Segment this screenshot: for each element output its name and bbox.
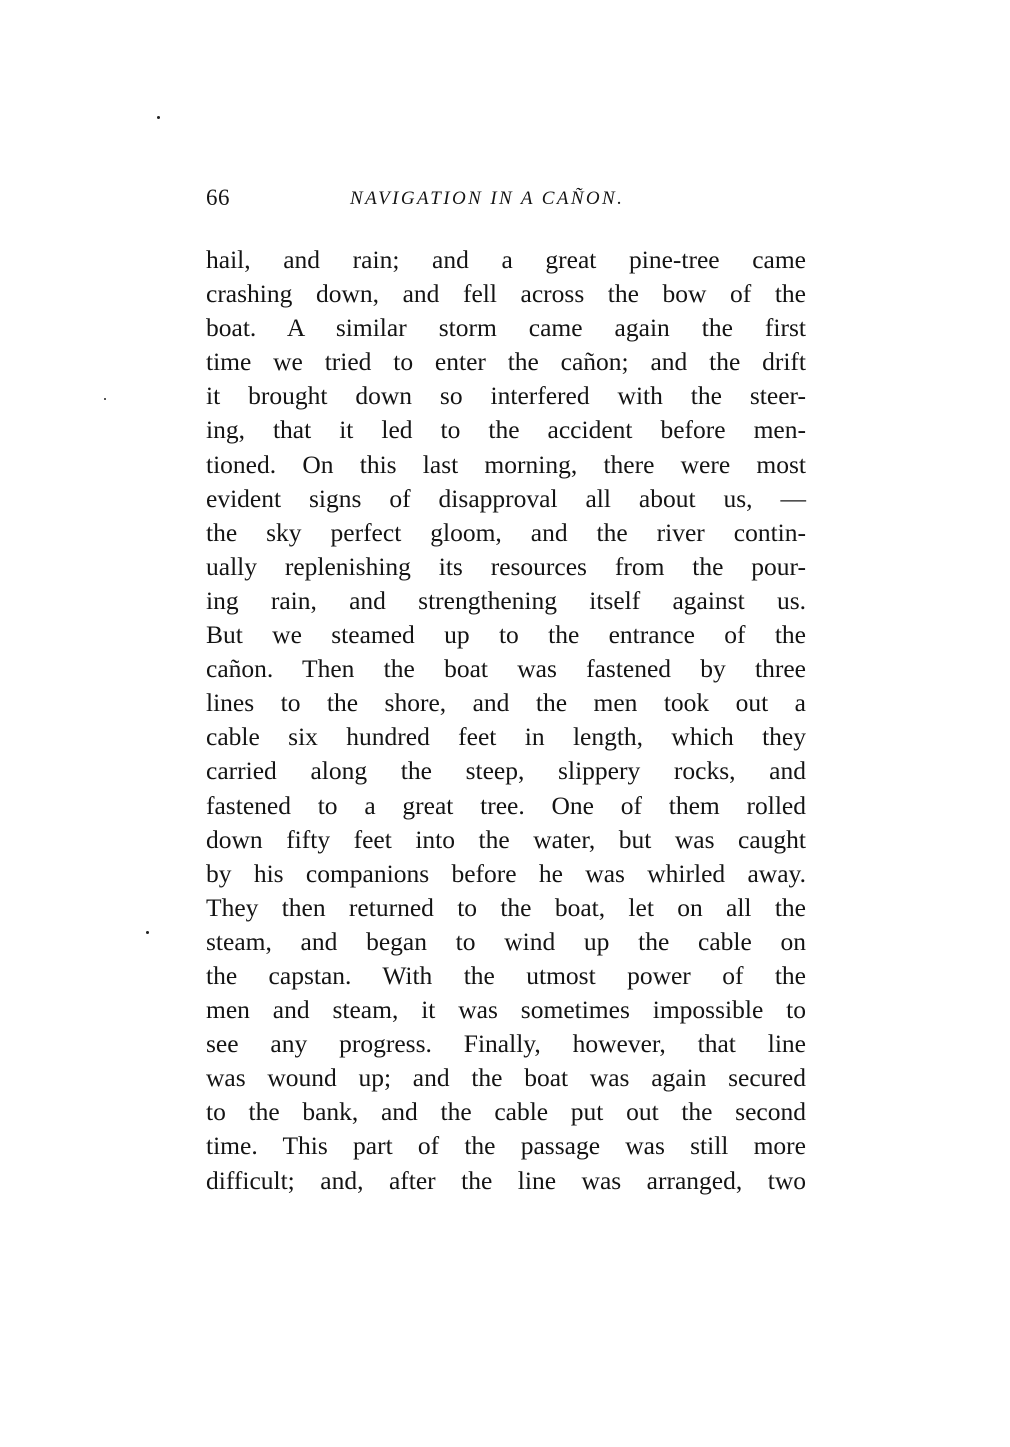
text-line: hail, and rain; and a great pine-tree came bbox=[206, 245, 806, 274]
text-line: boat. A similar storm came again the first bbox=[206, 313, 806, 343]
ink-speck bbox=[104, 398, 106, 400]
text-line: ually replenishing its resources from the pour- bbox=[206, 551, 806, 581]
text-line: ing, that it led to the accident before men- bbox=[206, 415, 806, 445]
page-number: 66 bbox=[206, 185, 230, 210]
text-line: time we tried to enter the cañon; and the drift bbox=[206, 347, 806, 377]
text-line: was wound up; and the boat was again secured bbox=[206, 1063, 806, 1093]
text-line: fastened to a great tree. One of them rolled bbox=[206, 790, 806, 820]
text-line: time. This part of the passage was still more bbox=[206, 1131, 806, 1161]
body-text bbox=[206, 243, 806, 1198]
running-head: NAVIGATION IN A CAÑON. bbox=[350, 188, 625, 209]
page-header bbox=[206, 185, 806, 217]
text-line: down fifty feet into the water, but was caught bbox=[206, 824, 806, 854]
text-line: ing rain, and strengthening itself against us. bbox=[206, 585, 806, 615]
text-line: by his companions before he was whirled away. bbox=[206, 858, 806, 888]
ink-speck bbox=[146, 931, 149, 934]
text-line: men and steam, it was sometimes impossible to bbox=[206, 995, 806, 1025]
text-line: carried along the steep, slippery rocks, and bbox=[206, 756, 806, 786]
ink-speck bbox=[157, 116, 160, 119]
text-line: steam, and began to wind up the cable on bbox=[206, 926, 806, 956]
text-line: difficult; and, after the line was arranged, two bbox=[206, 1165, 806, 1195]
text-line: evident signs of disapproval all about us, — bbox=[206, 483, 806, 513]
text-line: crashing down, and fell across the bow of the bbox=[206, 279, 806, 309]
text-line: lines to the shore, and the men took out a bbox=[206, 688, 806, 718]
text-line: the sky perfect gloom, and the river contin- bbox=[206, 517, 806, 547]
text-line: cable six hundred feet in length, which they bbox=[206, 722, 806, 752]
text-line: the capstan. With the utmost power of the bbox=[206, 960, 806, 990]
text-line: They then returned to the boat, let on all the bbox=[206, 892, 806, 922]
text-line: But we steamed up to the entrance of the bbox=[206, 620, 806, 650]
text-line: to the bank, and the cable put out the second bbox=[206, 1097, 806, 1127]
text-line: cañon. Then the boat was fastened by three bbox=[206, 654, 806, 684]
text-line: it brought down so interfered with the steer- bbox=[206, 381, 806, 411]
text-line: see any progress. Finally, however, that line bbox=[206, 1029, 806, 1059]
text-line: tioned. On this last morning, there were most bbox=[206, 449, 806, 479]
